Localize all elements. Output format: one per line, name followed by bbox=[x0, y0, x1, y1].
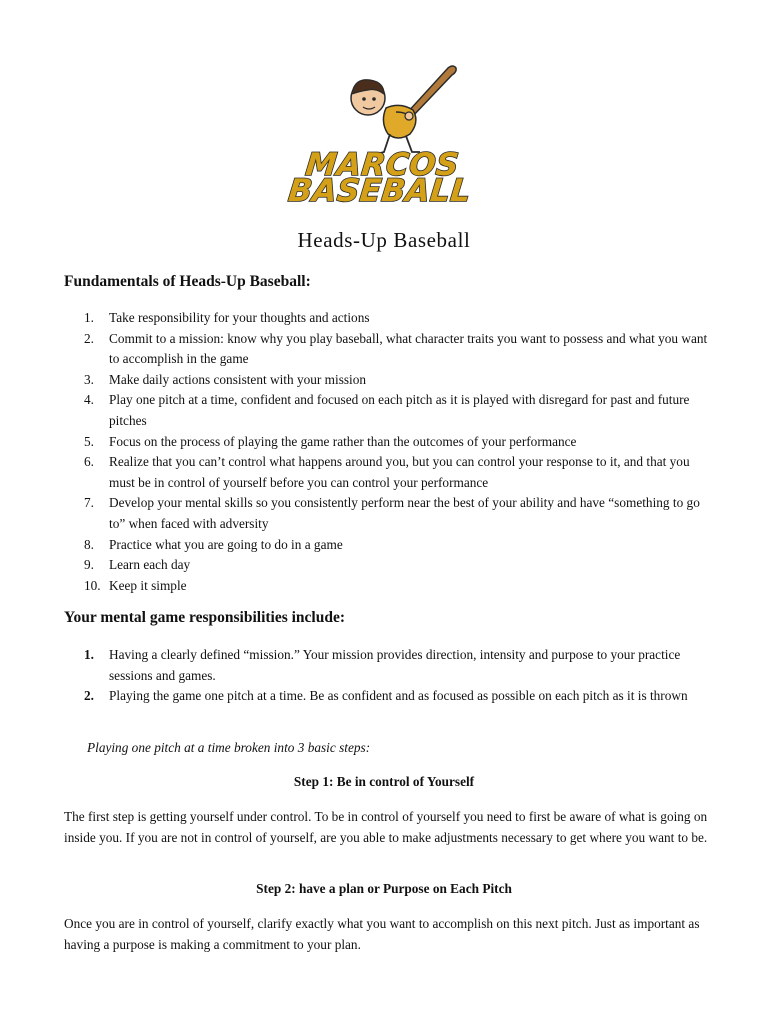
list-item bbox=[84, 645, 714, 686]
list-text: Practice what you are going to do in a game bbox=[109, 536, 343, 552]
list-number: 3. bbox=[84, 371, 94, 387]
fundamentals-list bbox=[84, 308, 714, 596]
steps-intro: Playing one pitch at a time broken into 3 basic steps: bbox=[87, 740, 371, 755]
marcos-baseball-logo bbox=[288, 60, 488, 210]
list-number: 5. bbox=[84, 433, 94, 449]
list-number: 7. bbox=[84, 495, 94, 511]
list-number: 1. bbox=[84, 310, 94, 325]
list-item bbox=[84, 370, 714, 391]
step-1-title: Step 1: Be in control of Yourself bbox=[293, 774, 475, 789]
list-text: Play one pitch at a time, confident and focused on each pitch as it is played with disregard for past and future pitches bbox=[109, 392, 690, 428]
responsibilities-list bbox=[84, 645, 714, 707]
list-number: 2. bbox=[84, 330, 94, 346]
list-item bbox=[84, 452, 714, 493]
step-1-paragraph: The first step is getting yourself under control. To be in control of yourself you need to first be aware of what is going on inside you. If you are not in control of yourself, are you able to make adjustments necessary to get where you want to be. bbox=[64, 809, 708, 845]
list-text: Focus on the process of playing the game rather than the outcomes of your performance bbox=[109, 433, 577, 449]
list-number: 2. bbox=[84, 688, 94, 704]
step-2-paragraph: Once you are in control of yourself, clarify exactly what you want to accomplish on this next pitch. Just as important as having a purpose is making a commitment to your plan. bbox=[64, 916, 700, 952]
list-text: Commit to a mission: know why you play baseball, what character traits you want to possess and what you want to accomplish in the game bbox=[109, 330, 708, 367]
list-number: 10. bbox=[84, 577, 101, 593]
list-item bbox=[84, 686, 714, 707]
list-number: 9. bbox=[84, 557, 94, 573]
logo-wordmark bbox=[283, 147, 478, 209]
batter-mascot-icon bbox=[288, 60, 488, 160]
document-title: Heads-Up Baseball bbox=[297, 228, 471, 252]
list-item bbox=[84, 493, 714, 534]
list-number: 4. bbox=[84, 392, 94, 408]
list-text: Playing the game one pitch at a time. Be as confident and as focused as possible on each pitch as it is thrown bbox=[109, 688, 688, 704]
list-text: Develop your mental skills so you consistently perform near the best of your ability and have “something to go to” when faced with adversity bbox=[109, 495, 700, 531]
list-number: 8. bbox=[84, 536, 94, 552]
list-text: Realize that you can’t control what happens around you, but you can control your response to it, and that you must be in control of yourself before you can control your performance bbox=[109, 454, 690, 490]
fundamentals-heading: Fundamentals of Heads-Up Baseball: bbox=[64, 273, 311, 290]
list-item bbox=[84, 390, 714, 431]
list-number: 6. bbox=[84, 454, 94, 470]
list-item bbox=[84, 308, 714, 329]
list-text: Make daily actions consistent with your mission bbox=[109, 371, 367, 387]
list-text: Take responsibility for your thoughts and actions bbox=[109, 310, 370, 325]
list-item bbox=[84, 535, 714, 556]
list-item bbox=[84, 576, 714, 597]
step-2-title: Step 2: have a plan or Purpose on Each Pitch bbox=[256, 881, 512, 896]
list-text: Having a clearly defined “mission.” Your mission provides direction, intensity and purpose to your practice sessions and games. bbox=[109, 647, 681, 683]
responsibilities-heading: Your mental game responsibilities include: bbox=[64, 609, 346, 626]
list-number: 1. bbox=[84, 647, 94, 662]
list-item bbox=[84, 432, 714, 453]
logo-line-1: MARCOS bbox=[303, 147, 461, 183]
list-text: Learn each day bbox=[109, 557, 191, 573]
logo-line-2: BASEBALL bbox=[286, 173, 473, 209]
list-item bbox=[84, 555, 714, 576]
list-text: Keep it simple bbox=[109, 577, 187, 593]
list-item bbox=[84, 329, 714, 370]
